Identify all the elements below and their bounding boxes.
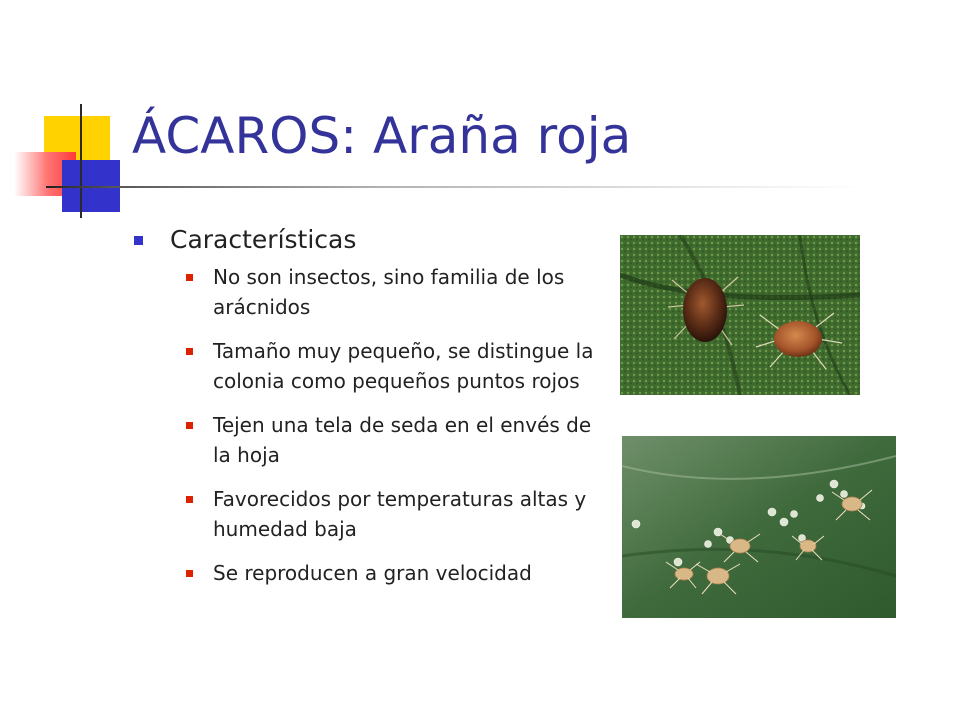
characteristics-list <box>186 262 606 602</box>
deco-vertical-line <box>80 104 82 218</box>
square-bullet-icon <box>186 570 193 577</box>
list-item-text: No son insectos, sino familia de los arácnidos <box>213 265 565 319</box>
list-item-text: Favorecidos por temperaturas altas y humedad baja <box>213 487 587 541</box>
list-item-text: Tamaño muy pequeño, se distingue la colonia como pequeños puntos rojos <box>213 339 594 393</box>
square-bullet-icon <box>186 274 193 281</box>
list-item <box>186 484 606 544</box>
list-item <box>186 410 606 470</box>
slide-title: ÁCAROS: Araña roja <box>132 107 632 165</box>
list-item <box>186 558 606 588</box>
list-item <box>186 336 606 396</box>
square-bullet-icon <box>186 348 193 355</box>
list-item <box>186 262 606 322</box>
bullet-heading <box>134 222 356 258</box>
square-bullet-icon <box>186 496 193 503</box>
square-bullet-icon <box>134 236 143 245</box>
list-item-text: Se reproducen a gran velocidad <box>213 561 532 585</box>
square-bullet-icon <box>186 422 193 429</box>
title-underline <box>46 186 864 188</box>
pale-mites-with-eggs-photo <box>622 436 896 618</box>
list-item-text: Tejen una tela de seda en el envés de la hoja <box>213 413 592 467</box>
heading-text: Características <box>170 225 357 254</box>
red-mites-on-leaf-photo <box>620 235 860 395</box>
